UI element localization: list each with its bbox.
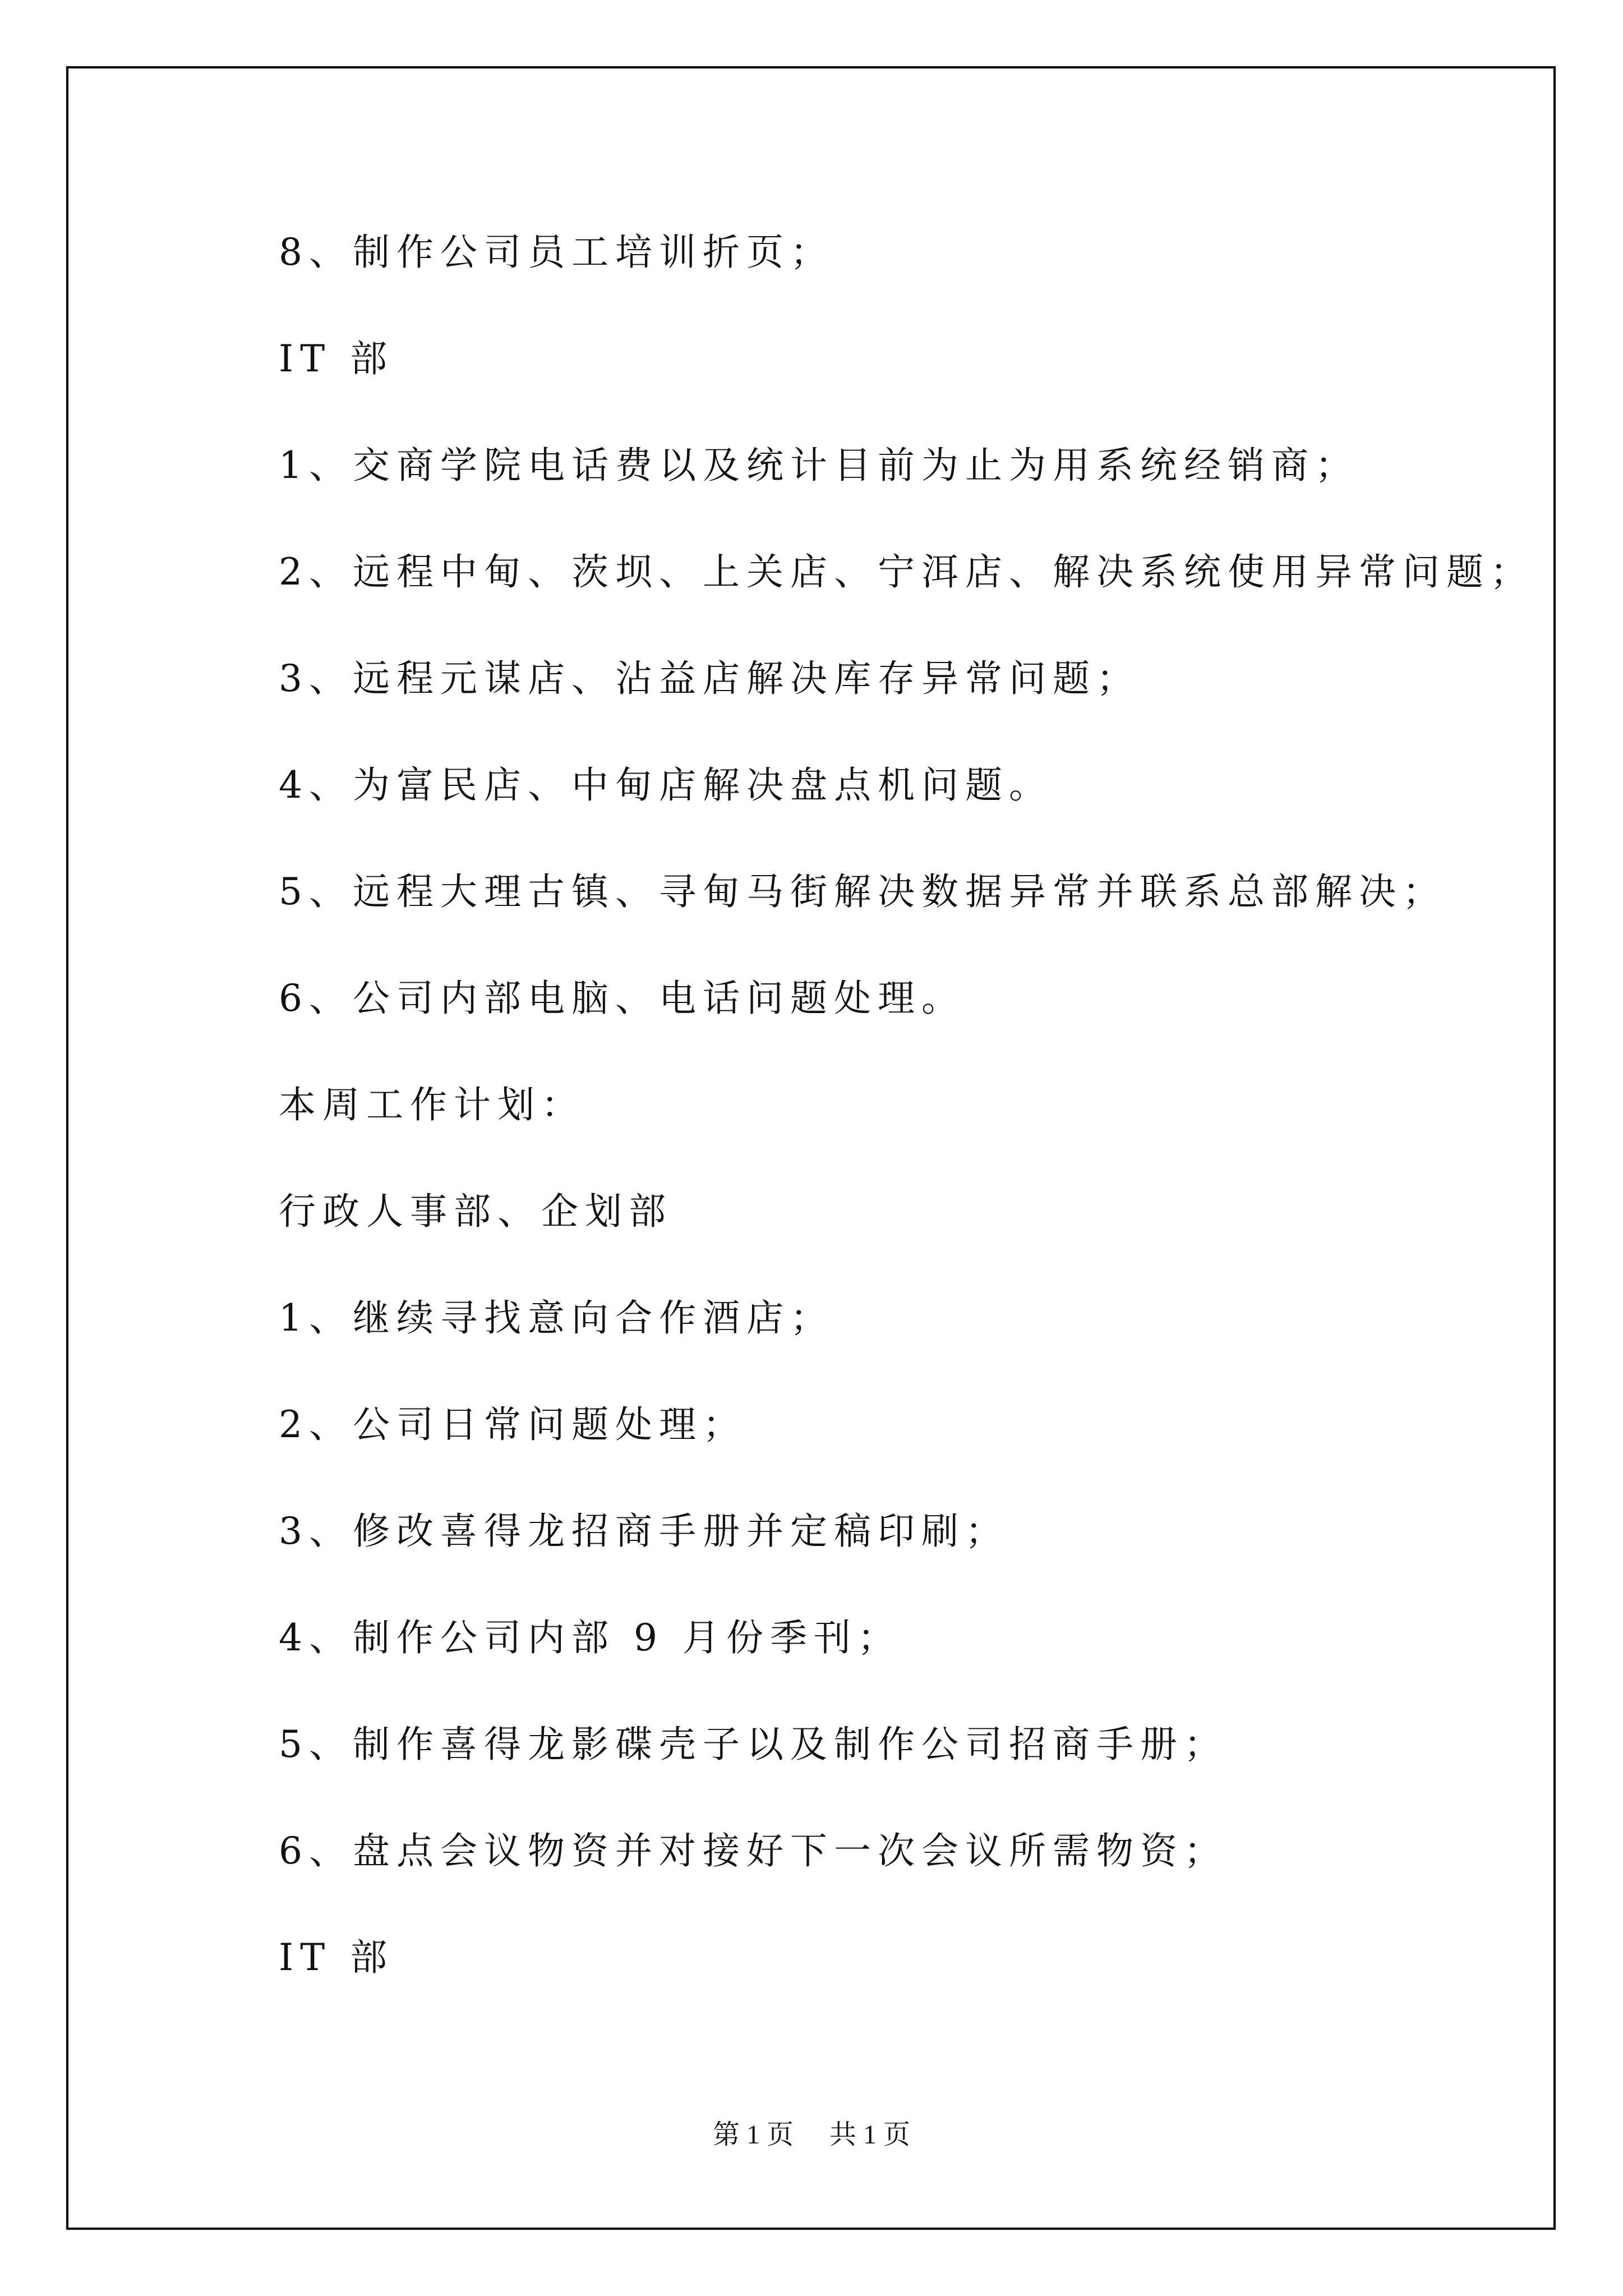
text-line: 5、制作喜得龙影碟壳子以及制作公司招商手册；	[279, 1723, 1228, 1766]
text-line: 4、制作公司内部 9 月份季刊；	[279, 1616, 901, 1659]
section-heading-it: IT 部	[279, 337, 394, 380]
page-border	[66, 66, 1556, 2230]
text-line: 1、交商学院电话费以及统计目前为止为用系统经销商；	[279, 444, 1359, 487]
text-line: 1、继续寻找意向合作酒店；	[279, 1296, 834, 1340]
text-line: 2、远程中甸、茨坝、上关店、宁洱店、解决系统使用异常问题；	[279, 550, 1534, 593]
text-line: 5、远程大理古镇、寻甸马街解决数据异常并联系总部解决；	[279, 870, 1446, 913]
text-line: 6、盘点会议物资并对接好下一次会议所需物资；	[279, 1829, 1228, 1872]
section-heading-admin: 行政人事部、企划部	[279, 1190, 672, 1233]
page-number: 第 1 页	[712, 2120, 794, 2150]
section-heading-it: IT 部	[279, 1936, 394, 1979]
text-line: 3、远程元谋店、沾益店解决库存异常问题；	[279, 657, 1140, 700]
page-footer	[0, 2118, 1623, 2152]
page-total: 共 1 页	[829, 2120, 911, 2150]
text-line: 8、制作公司员工培训折页；	[279, 231, 834, 274]
section-heading-plan: 本周工作计划：	[279, 1083, 585, 1126]
text-line: 4、为富民店、中甸店解决盘点机问题。	[279, 763, 1053, 807]
text-line: 2、公司日常问题处理；	[279, 1403, 746, 1446]
text-line: 6、公司内部电脑、电话问题处理。	[279, 977, 965, 1020]
text-line: 3、修改喜得龙招商手册并定稿印刷；	[279, 1510, 1009, 1553]
